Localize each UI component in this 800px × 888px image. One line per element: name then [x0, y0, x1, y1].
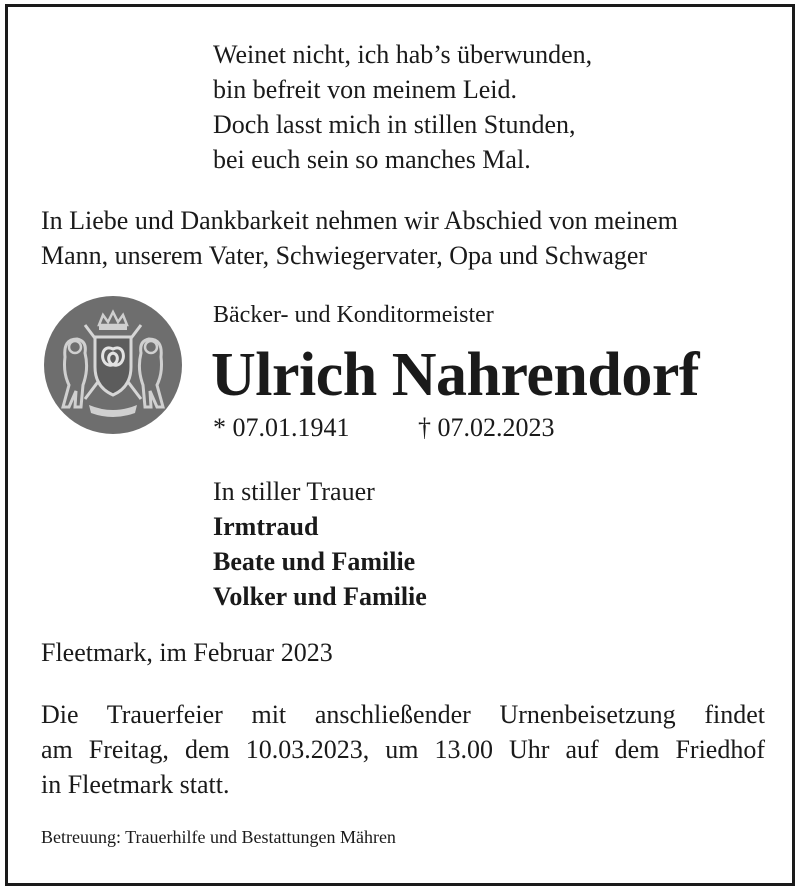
obituary-frame	[5, 4, 795, 886]
poem	[213, 37, 592, 177]
poem-line: Doch lasst mich in stillen Stunden,	[213, 110, 576, 139]
intro-line: In Liebe und Dankbarkeit nehmen wir Abschied von meinem	[41, 206, 678, 235]
mourners-heading: In stiller Trauer	[213, 477, 375, 506]
poem-line: Weinet nicht, ich hab’s überwunden,	[213, 40, 593, 69]
mourner-name: Irmtraud	[213, 512, 319, 541]
death-date: † 07.02.2023	[418, 413, 555, 442]
deceased-name: Ulrich Nahrendorf	[211, 341, 700, 409]
baker-guild-emblem-icon	[43, 295, 183, 435]
poem-line: bin befreit von meinem Leid.	[213, 75, 517, 104]
ceremony-line: Die Trauerfeier mit anschließender Urnenbeisetzung findet	[41, 700, 765, 729]
profession: Bäcker- und Konditormeister	[213, 302, 494, 328]
mourner-name: Beate und Familie	[213, 547, 416, 576]
funeral-service-credit: Betreuung: Trauerhilfe und Bestattungen Mähren	[41, 827, 396, 847]
life-dates	[213, 412, 555, 444]
mourners	[213, 474, 427, 614]
ceremony-line: am Freitag, dem 10.03.2023, um 13.00 Uhr auf dem Friedhof	[41, 735, 765, 764]
ceremony-line: in Fleetmark statt.	[41, 770, 230, 799]
mourner-name: Volker und Familie	[213, 582, 427, 611]
place-date: Fleetmark, im Februar 2023	[41, 638, 333, 667]
birth-date: * 07.01.1941	[213, 413, 350, 442]
poem-line: bei euch sein so manches Mal.	[213, 145, 531, 174]
ceremony-notice	[41, 697, 765, 802]
intro-line: Mann, unserem Vater, Schwiegervater, Opa und Schwager	[41, 241, 648, 270]
intro-text	[41, 203, 766, 273]
